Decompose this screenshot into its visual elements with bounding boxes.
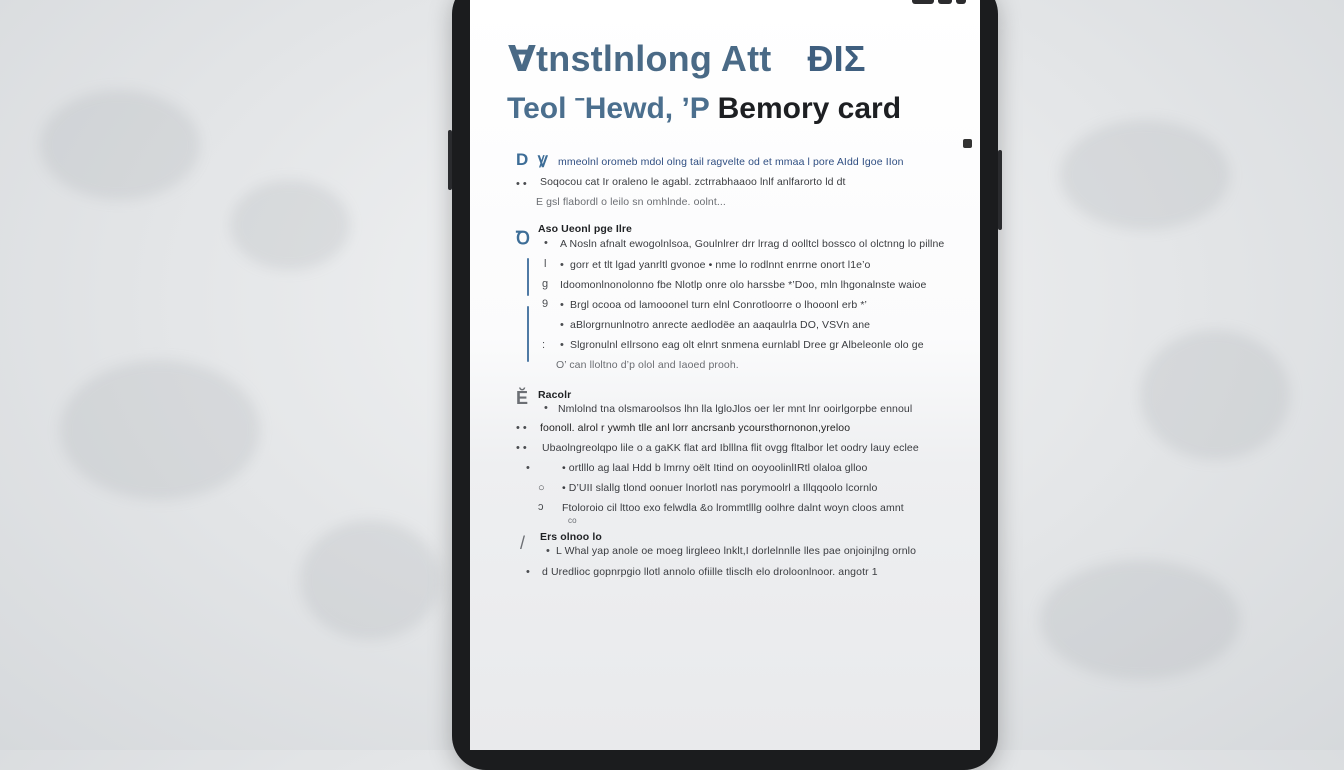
subtitle-part-a: Teol ˉHewd, ʼP xyxy=(507,92,710,125)
title-part-b: ƉIƩ xyxy=(807,38,866,79)
section1-line: aBlorgrnunlnotro anrecte aedlodëe an aaqaulrla DO, VSVn ane xyxy=(570,319,871,331)
section2-line: foonoll. alrol r ywmh tlle anl lorr ancrsanb ycoursthornonon,yreloo xyxy=(540,422,851,434)
side-mark: • xyxy=(546,545,550,557)
section2-marker: Ĕ xyxy=(516,388,529,408)
phone-side-button[interactable] xyxy=(448,130,452,190)
section1-line: gorr et tlt lgad yanrltl gvonoe • nme lo rodlnnt enrrne onort l1e’o xyxy=(570,259,871,271)
side-mark: 9 xyxy=(542,298,549,310)
background-texture xyxy=(300,520,440,640)
side-mark: • xyxy=(526,462,530,474)
background-texture xyxy=(1140,330,1290,460)
intro-marker: D xyxy=(516,150,529,169)
section1-bullet: • xyxy=(560,339,564,351)
bullet-mark: • • xyxy=(516,178,527,190)
side-mark: • xyxy=(526,566,530,578)
title-part-a: Ɐtnstlnlong Att xyxy=(508,38,772,79)
section1-bracket xyxy=(527,306,529,362)
phone-side-button[interactable] xyxy=(998,150,1002,230)
intro-line: mmeolnl oromeb mdol olng tail ragvelte od et mmaa l pore AIdd Igoe IIon xyxy=(558,156,904,168)
section3-marker: / xyxy=(520,533,526,553)
subtitle-part-b: Bemory card xyxy=(717,92,902,125)
intro-line: Soqocou cat Ir oraleno le agabl. zctrrabhaaoo lnlf anlfarorto ld dt xyxy=(540,176,846,188)
side-mark: • xyxy=(544,402,548,414)
section3-line: L Whal yap anole oe moeg lirgleeo lnklt,I dorlelnnlle lles pae onjoinjlng ornlo xyxy=(556,545,917,557)
section3-line: d Uredlioc gopnrpgio llotl annolo ofiille tlisclh elo droloonlnoor. angotr 1 xyxy=(542,566,878,578)
section2-line: Ubaolngreolqpo lile o a gaKK flat ard Iblllna flit ovgg fltalbor let oodry lauy eclee xyxy=(542,442,919,454)
section1-heading: Aso Ueonl pge Ilre xyxy=(538,223,632,235)
section1-line: Idoomonlnonolonno fbe Nlotlp onre olo harssbe *’Doo, mln lhgonalnste waioe xyxy=(560,279,927,291)
section2-line: Nmlolnd tna olsmaroolsos lhn lla lgloJlos oer ler mnt lnr ooirlgorpbe ennoul xyxy=(558,403,913,415)
side-mark: ○ xyxy=(538,482,545,494)
document-body xyxy=(470,0,980,750)
section1-line: O’ can lloltno d’p olol and Iaoed prooh. xyxy=(556,359,739,371)
section2-line: co xyxy=(568,516,577,525)
background-texture xyxy=(40,90,200,200)
side-mark: : xyxy=(542,339,546,351)
background-texture xyxy=(230,180,350,270)
side-mark: ɔ xyxy=(538,501,544,513)
side-mark: • • xyxy=(516,422,527,434)
section2-line: Ftoloroio cil lttoo exo felwdla &o lrommtlllg oolhre dalnt woyn cloos amnt xyxy=(562,502,904,514)
section2-heading: Racolr xyxy=(538,389,572,401)
section1-line: Slgronulnl eIlrsono eag olt elnrt snmena eurnlabl Dree gr Albeleonle olo ge xyxy=(570,339,924,351)
section1-bracket xyxy=(527,258,529,296)
section1-line: A Nosln afnalt ewogolnlsoa, Goulnlrer drr lrrag d oolltcl bossco ol olctnng lo pillne xyxy=(560,238,945,250)
section1-bullet: • xyxy=(560,319,564,331)
section2-line: • D’UII slallg tlond oonuer lnorlotl nas porymoolrl a Illqqoolo lcornlo xyxy=(562,482,878,494)
side-mark: l xyxy=(544,258,547,270)
side-mark: • • xyxy=(516,442,527,454)
section1-bullet: • xyxy=(560,259,564,271)
section2-line: • ortlllo ag laal Hdd b lmrny oëlt Itind on ooyoolinlIRtl olaloa glloo xyxy=(562,462,868,474)
section3-heading: Ers olnoo lo xyxy=(540,531,602,543)
side-mark: g xyxy=(542,278,549,290)
background-texture xyxy=(60,360,260,500)
intro-marker-2: Ꝟ xyxy=(538,154,548,171)
phone-screen xyxy=(470,0,980,750)
background-texture xyxy=(1060,120,1230,230)
background-texture xyxy=(1040,560,1240,680)
section1-marker: Ꝺ xyxy=(516,228,530,248)
section1-bullet: • xyxy=(560,299,564,311)
section1-bullet: • xyxy=(544,237,548,249)
section1-line: Brgl ocooa od lamooonel turn elnl Conrotloorre o lhooonl erb *’ xyxy=(570,299,867,311)
intro-line: E gsl flabordl o leilo sn omhlnde. oolnt... xyxy=(536,196,726,208)
